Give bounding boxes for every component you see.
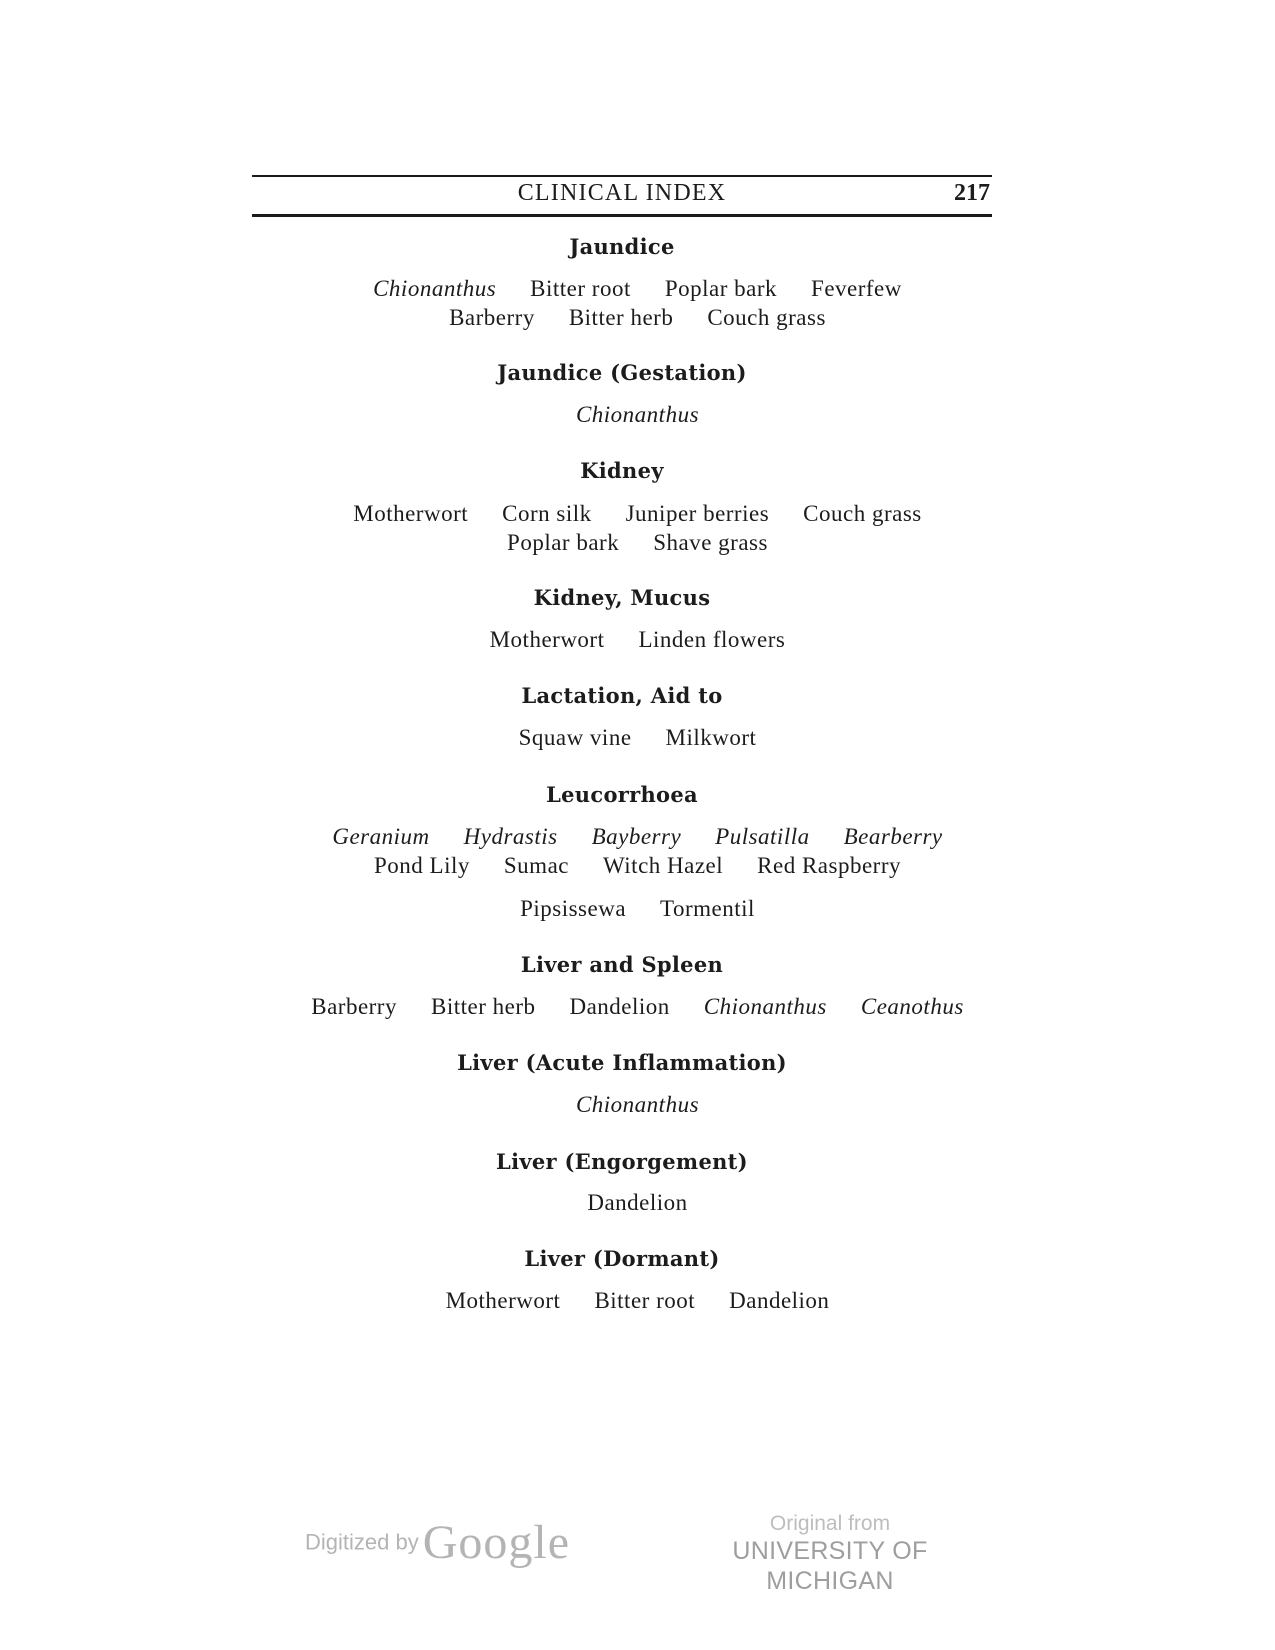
entry-heading: Lactation, Aid to xyxy=(521,683,723,708)
remedy-name: Poplar bark xyxy=(507,530,620,555)
remedy-name: Couch grass xyxy=(803,501,922,526)
remedy-name: Sumac xyxy=(503,853,569,878)
remedy-name: Motherwort xyxy=(489,627,605,652)
remedy-name: Bearberry xyxy=(843,824,943,849)
original-from-watermark xyxy=(690,1512,970,1596)
remedy-name: Dandelion xyxy=(729,1288,830,1313)
remedy-line xyxy=(0,853,1275,879)
remedy-line xyxy=(0,501,1275,527)
remedy-name: Feverfew xyxy=(811,276,902,301)
remedy-name: Bitter root xyxy=(530,276,631,301)
entry-heading: Liver (Acute Inflammation) xyxy=(457,1050,787,1075)
remedy-name: Chionanthus xyxy=(575,402,700,427)
remedy-name: Linden flowers xyxy=(638,627,786,652)
remedy-name: Dandelion xyxy=(587,1190,688,1215)
remedy-line xyxy=(0,305,1275,331)
remedy-line xyxy=(0,627,1275,653)
remedy-name: Chionanthus xyxy=(373,276,497,301)
institution-name: UNIVERSITY OF MICHIGAN xyxy=(732,1537,928,1595)
entry-heading: Liver and Spleen xyxy=(520,952,724,977)
entry-heading: Jaundice (Gestation) xyxy=(497,360,747,385)
remedy-line xyxy=(0,530,1275,556)
entry-heading: Kidney xyxy=(580,458,664,483)
remedy-line xyxy=(0,994,1275,1020)
entry-heading: Jaundice xyxy=(569,234,675,259)
remedy-name: Witch Hazel xyxy=(603,853,724,878)
remedy-name: Poplar bark xyxy=(664,276,778,301)
remedy-line xyxy=(0,896,1275,922)
remedy-name: Squaw vine xyxy=(518,725,632,750)
remedy-name: Chionanthus xyxy=(703,994,827,1019)
remedy-name: Bitter herb xyxy=(430,994,536,1019)
entry-heading: Kidney, Mucus xyxy=(533,585,711,610)
running-head xyxy=(252,178,992,212)
digitized-by-google-watermark xyxy=(305,1515,570,1570)
remedy-name: Bitter root xyxy=(594,1288,696,1313)
remedy-name: Hydrastis xyxy=(463,824,558,849)
remedy-line xyxy=(0,1190,1275,1216)
remedy-line xyxy=(0,276,1275,302)
remedy-name: Shave grass xyxy=(653,530,768,555)
remedy-line xyxy=(0,1092,1275,1118)
header-rule-top xyxy=(252,175,992,177)
remedy-name: Barberry xyxy=(311,994,397,1019)
remedy-name: Motherwort xyxy=(445,1288,561,1313)
remedy-line xyxy=(0,725,1275,751)
google-logo: Google xyxy=(422,1516,571,1569)
remedy-name: Tormentil xyxy=(660,896,755,921)
original-from-label: Original from xyxy=(769,1512,891,1535)
header-rule-bottom xyxy=(252,214,992,217)
remedy-name: Motherwort xyxy=(353,501,469,526)
remedy-name: Geranium xyxy=(332,824,430,849)
remedy-name: Ceanothus xyxy=(860,994,964,1019)
remedy-name: Red Raspberry xyxy=(757,853,901,878)
remedy-name: Corn silk xyxy=(502,501,592,526)
remedy-line xyxy=(0,402,1275,428)
running-title: CLINICAL INDEX xyxy=(517,180,727,206)
entry-heading: Liver (Engorgement) xyxy=(496,1149,748,1174)
remedy-name: Juniper berries xyxy=(625,501,770,526)
remedy-line xyxy=(0,824,1275,850)
remedy-line xyxy=(0,1288,1275,1314)
remedy-name: Pipsissewa xyxy=(520,896,627,921)
remedy-name: Couch grass xyxy=(707,305,826,330)
remedy-name: Milkwort xyxy=(665,725,757,750)
remedy-name: Barberry xyxy=(449,305,535,330)
entry-heading: Liver (Dormant) xyxy=(524,1246,720,1271)
remedy-name: Bitter herb xyxy=(568,305,674,330)
remedy-name: Chionanthus xyxy=(575,1092,700,1117)
remedy-name: Pond Lily xyxy=(374,853,470,878)
remedy-name: Dandelion xyxy=(569,994,670,1019)
digitized-by-label: Digitized by xyxy=(305,1529,419,1555)
entry-heading: Leucorrhoea xyxy=(546,782,698,807)
remedy-name: Pulsatilla xyxy=(715,824,810,849)
page-number: 217 xyxy=(954,180,990,206)
remedy-name: Bayberry xyxy=(591,824,682,849)
